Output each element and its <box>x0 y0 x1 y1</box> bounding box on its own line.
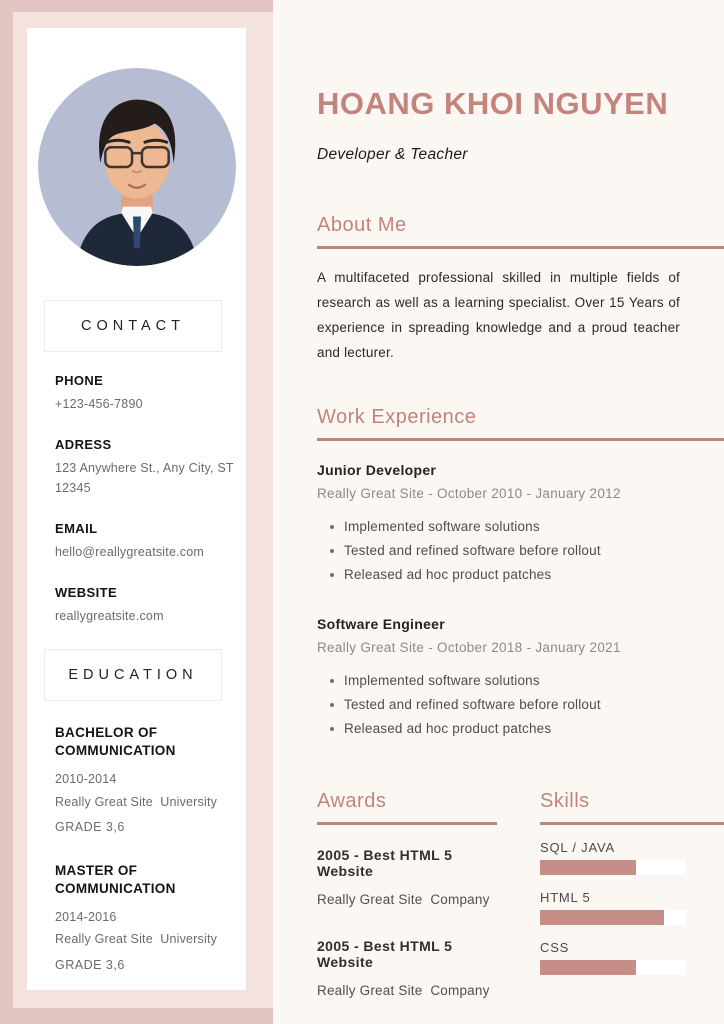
education-list <box>27 701 246 974</box>
job-title: Junior Developer <box>317 461 437 478</box>
job-bullet-list <box>317 673 724 736</box>
about-text: A multifaceted professional skilled in multiple fields of research as well as a learning specialist. Over 15 Years of experience in spreading knowledge and a proud teacher and lecturer. <box>317 269 680 360</box>
email-value: hello@reallygreatsite.com <box>55 545 205 559</box>
work-section-title: Work Experience <box>317 405 477 428</box>
skill-bar-fill <box>540 960 636 975</box>
profile-photo <box>38 68 236 266</box>
education-section-header <box>44 649 222 701</box>
award-title: 2005 - Best HTML 5 Website <box>317 846 453 879</box>
education-title: EDUCATION <box>68 667 198 683</box>
sidebar-pink-frame <box>0 0 273 1024</box>
main-column <box>273 0 724 1024</box>
skills-column <box>540 790 724 998</box>
skill-item-css <box>540 940 724 975</box>
awards-column <box>317 790 497 998</box>
skill-item-sql-java <box>540 840 724 875</box>
contact-item-address <box>55 437 236 498</box>
contact-title: CONTACT <box>80 318 185 334</box>
contact-list <box>27 352 246 626</box>
skill-label: HTML 5 <box>540 889 591 905</box>
education-entry-bachelor <box>55 724 238 836</box>
award-org: Really Great Site Company <box>317 891 490 907</box>
awards-skills-row <box>317 790 724 998</box>
degree-grade: GRADE 3,6 <box>55 819 125 834</box>
degree-school: Really Great Site University <box>55 794 218 809</box>
degree-grade: GRADE 3,6 <box>55 957 125 972</box>
email-label: EMAIL <box>55 521 98 536</box>
skill-bar-fill <box>540 910 664 925</box>
job-meta: Really Great Site - October 2018 - January 2021 <box>317 639 621 655</box>
job-bullet: Released ad hoc product patches <box>317 567 724 582</box>
skill-item-html5 <box>540 890 724 925</box>
skills-divider <box>540 822 724 825</box>
job-bullet: Tested and refined software before rollout <box>317 697 724 712</box>
phone-label: PHONE <box>55 373 104 388</box>
contact-item-website <box>55 585 236 626</box>
job-meta: Really Great Site - October 2010 - January 2012 <box>317 485 621 501</box>
skill-bar-track <box>540 960 686 975</box>
job-bullet: Implemented software solutions <box>317 673 724 688</box>
skill-label: CSS <box>540 939 570 955</box>
skill-bar-fill <box>540 860 636 875</box>
job-bullet: Released ad hoc product patches <box>317 721 724 736</box>
job-bullet: Tested and refined software before rollout <box>317 543 724 558</box>
skill-bar-track <box>540 910 686 925</box>
address-label: ADRESS <box>55 437 112 452</box>
phone-value: +123-456-7890 <box>55 397 143 411</box>
degree-years: 2010-2014 <box>55 772 117 787</box>
degree-title: MASTER OF COMMUNICATION <box>55 862 176 897</box>
awards-divider <box>317 822 497 825</box>
degree-years: 2014-2016 <box>55 910 117 925</box>
about-section-title: About Me <box>317 213 407 236</box>
degree-school: Really Great Site University <box>55 932 218 947</box>
profile-photo-illustration <box>38 68 236 266</box>
person-name: HOANG KHOI NGUYEN <box>317 86 669 121</box>
sidebar-card <box>27 28 246 990</box>
skills-section-title: Skills <box>540 789 590 812</box>
award-title: 2005 - Best HTML 5 Website <box>317 937 453 970</box>
education-entry-master <box>55 862 238 974</box>
about-divider <box>317 246 724 249</box>
contact-item-email <box>55 521 236 562</box>
work-divider <box>317 438 724 441</box>
website-label: WEBSITE <box>55 585 118 600</box>
contact-item-phone <box>55 373 236 414</box>
website-value: reallygreatsite.com <box>55 609 164 623</box>
awards-section-title: Awards <box>317 789 387 812</box>
person-role: Developer & Teacher <box>317 145 468 163</box>
skill-label: SQL / JAVA <box>540 839 615 855</box>
job-bullet-list <box>317 519 724 582</box>
award-org: Really Great Site Company <box>317 982 490 998</box>
job-entry-junior-developer <box>317 462 724 582</box>
degree-title: BACHELOR OF COMMUNICATION <box>55 725 176 759</box>
address-value: 123 Anywhere St., Any City, ST 12345 <box>55 461 234 495</box>
job-bullet: Implemented software solutions <box>317 519 724 534</box>
skill-bar-track <box>540 860 686 875</box>
job-entry-software-engineer <box>317 616 724 736</box>
job-title: Software Engineer <box>317 615 446 632</box>
contact-section-header <box>44 300 222 352</box>
